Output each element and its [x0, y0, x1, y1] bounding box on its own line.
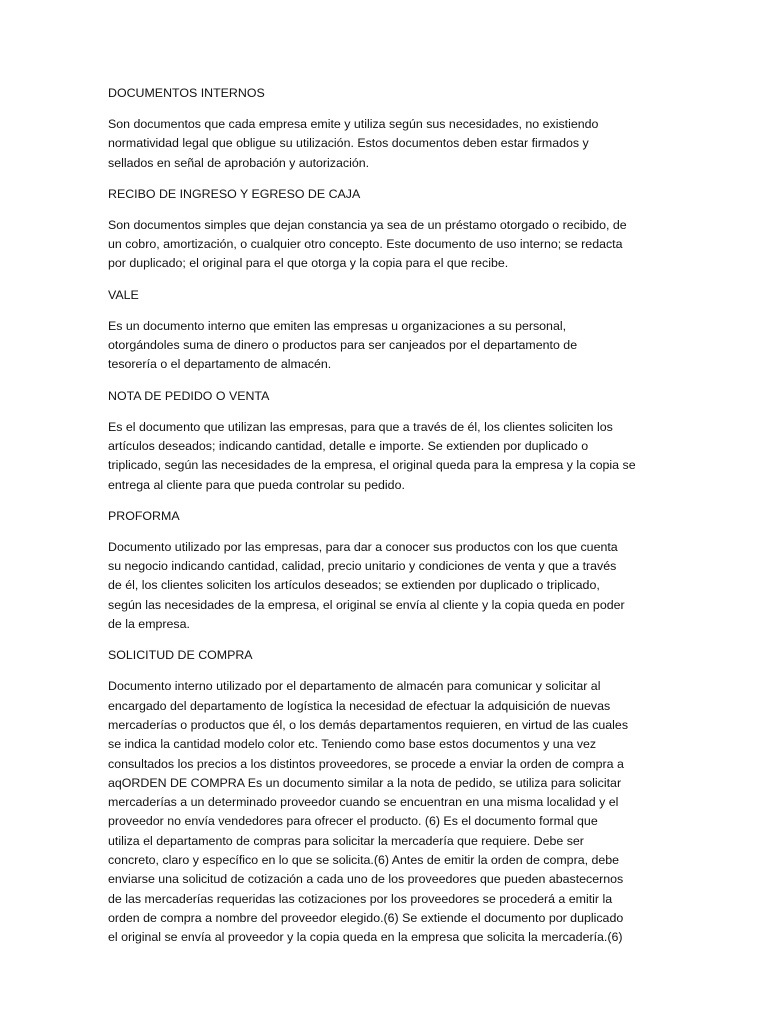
paragraph-nota-de-pedido: Es el documento que utilizan las empresas, para que a través de él, los clientes soliciten los artículos deseados; indicando cantidad, detalle e importe. Se extienden por duplicado o triplicado, según las necesidades de la empresa, el original queda para la empresa y la copia se entrega al cliente para que pueda controlar su pedido. [108, 419, 636, 492]
heading-nota-de-pedido: NOTA DE PEDIDO O VENTA [108, 388, 270, 403]
heading-vale: VALE [108, 287, 139, 302]
paragraph-proforma: Documento utilizado por las empresas, para dar a conocer sus productos con los que cuenta su negocio indicando cantidad, calidad, precio unitario y condiciones de venta y que a través de él, los clientes soliciten los artículos deseados; se extienden por duplicado o triplicado, según las necesidades de la empresa, el original se envía al cliente y la copia queda en poder de la empresa. [108, 539, 625, 632]
paragraph-vale: Es un documento interno que emiten las empresas u organizaciones a su personal, otorgándoles suma de dinero o productos para ser canjeados por el departamento de tesorería o el departamento de almacén. [108, 318, 578, 372]
heading-solicitud-de-compra: SOLICITUD DE COMPRA [108, 648, 253, 663]
heading-recibo-ingreso-egreso: RECIBO DE INGRESO Y EGRESO DE CAJA [108, 186, 361, 201]
paragraph-recibo-ingreso-egreso: Son documentos simples que dejan constancia ya sea de un préstamo otorgado o recibido, de un cobro, amortización, o cualquier otro concepto. Este documento de uso interno; se redacta por duplicado; el original para el que otorga y la copia para el que recibe. [108, 217, 627, 271]
document-page [108, 84, 660, 960]
heading-proforma: PROFORMA [108, 508, 180, 523]
heading-documentos-internos: DOCUMENTOS INTERNOS [108, 86, 265, 100]
paragraph-solicitud-de-compra: Documento interno utilizado por el departamento de almacén para comunicar y solicitar al encargado del departamento de logística la necesidad de efectuar la adquisición de nuevas mercaderías o productos que él, o los demás departamentos requieren, en virtud de las cuales se indica la cantidad modelo color etc. Teniendo como base estos documentos y una vez consultados los precios a los distintos proveedores, se procede a enviar la orden de compra a aqORDEN DE COMPRA Es un documento similar a la nota de pedido, se utiliza para solicitar mercaderías a un determinado proveedor cuando se encuentran en una misma localidad y el proveedor no envía vendedores para ofrecer el producto. (6) Es el documento formal que utiliza el departamento de compras para solicitar la mercadería que requiere. Debe ser concreto, claro y específico en lo que se solicita.(6) Antes de emitir la orden de compra, debe enviarse una solicitud de cotización a cada uno de los proveedores que pueden abastecernos de las mercaderías requeridas las cotizaciones por los proveedores se procederá a emitir la orden de compra a nombre del proveedor elegido.(6) Se extiende el documento por duplicado el original se envía al proveedor y la copia queda en la empresa que solicita la mercadería.(6) [108, 679, 629, 945]
paragraph-documentos-internos: Son documentos que cada empresa emite y utiliza según sus necesidades, no existiendo normatividad legal que obligue su utilización. Estos documentos deben estar firmados y sellados en señal de aprobación y autorización. [108, 117, 599, 170]
